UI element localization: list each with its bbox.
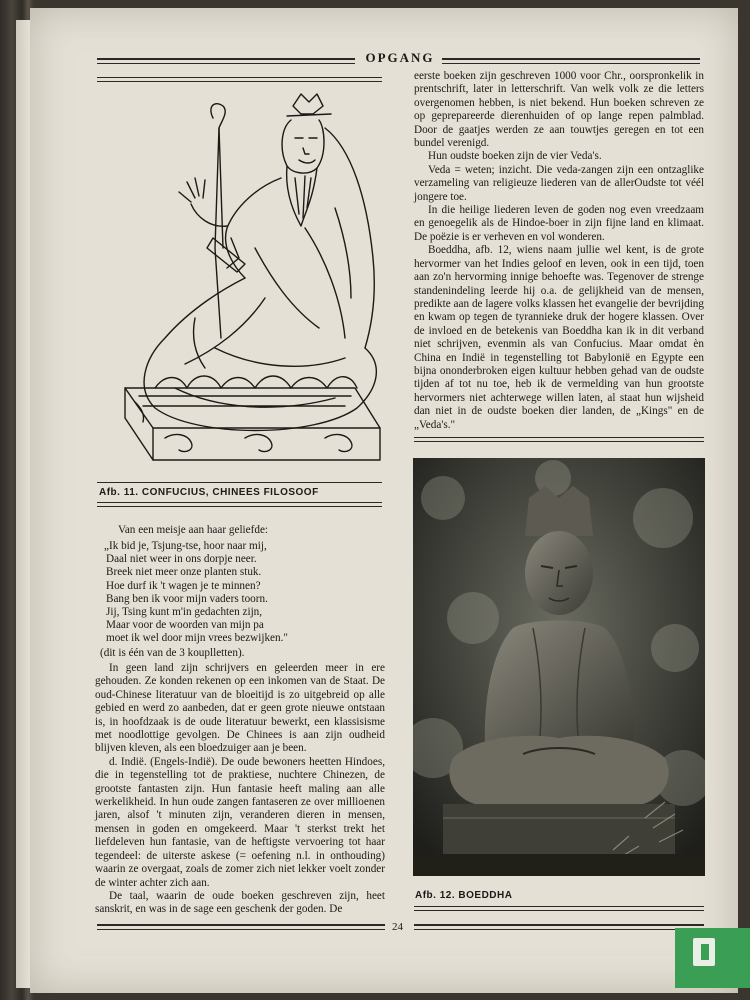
footer-rule-left-thin xyxy=(97,929,385,930)
confucius-illustration xyxy=(95,88,385,473)
poem-intro: Van een meisje aan haar geliefde: xyxy=(118,524,269,536)
left-caption-rule-bottom xyxy=(97,502,382,503)
watermark-logo xyxy=(675,928,750,988)
poem-line: Hoe durf ik 't wagen je te minnen? xyxy=(106,579,261,592)
poem-note-block xyxy=(100,647,380,660)
paragraph: De taal, waarin de oude boeken geschreven zijn, heet sanskrit, en was in de sage een geschenk der goden. De xyxy=(95,889,385,916)
poem-line: Breek niet meer onze planten stuk. xyxy=(106,566,262,579)
header-rule-left xyxy=(97,58,355,60)
running-head: OPGANG xyxy=(365,50,435,65)
left-caption-rule-top xyxy=(97,482,382,483)
right-mid-rule2 xyxy=(414,441,704,442)
buddha-photograph xyxy=(413,458,705,876)
paragraph: Boeddha, afb. 12, wiens naam jullie wel kent, is de grote hervormer van het Indies geloof en leven, ook in een tijd, toen aan zo'n hervorming innige behoefte was. Tegenover de strenge standenindeling leerde hij o.a. de gelijkheid van de mensen, predikte aan de lagere volks klassen het evangelie der bevrijding en kwam op tegen de tyrannieke druk der hogere klassen. Over de invloed en de betekenis van Boeddha kan ik in dit verband niet schrijven, evenmin als van Confucius. Maar omdat èn China en Indië in tegenstelling tot Babylonië en Egypte een bijna ononderbroken eigen kultuur hebben gehad van de oudste tijden af tot nu toe, heb ik de vermelding van hun grootste hervormers niet achterwege willen laten, al staat hun wijsheid dan niet in de oudste boeken dier landen, de „Kings" en de „Veda's." xyxy=(414,244,704,431)
poem-line: Bang ben ik voor mijn vaders toorn. xyxy=(106,592,268,605)
poem-line: „Ik bid je, Tsjung-tse, hoor naar mij, xyxy=(104,540,267,552)
right-figure-caption: Afb. 12. BOEDDHA xyxy=(415,890,513,901)
left-caption-rule-bottom2 xyxy=(97,506,382,507)
poem-line: Jij, Tsing kunt m'in gedachten zijn, xyxy=(106,606,263,619)
right-caption-rule2 xyxy=(414,910,704,911)
paragraph: d. Indië. (Engels-Indië). De oude bewoners heetten Hindoes, die in tegenstelling tot de praktiese, nuchtere Chinezen, de grootste fantasten zijn. Hun fantasie heeft maling aan alle werkelikheid. In hun oude zangen fantaseren ze over millioenen jaren, alsof 't minuten zijn, veranderen dieren in mensen, mensen in goden en omgekeerd. Maar 't sterkst trekt het liefdeleven hun fantasie, van de heftigste vervoering tot haar tegendeel: de uiterste askese (= oefening n.l. in onthouding) waarin ze overgaat, zoals de zomer zich niet lekker voelt zonder de winter achter zich aan. xyxy=(95,755,385,889)
right-column-text xyxy=(414,70,704,432)
right-caption-rule xyxy=(414,906,704,907)
paragraph: Veda = weten; inzicht. Die veda-zangen zijn een ontzaglike verzameling van religieuze liederen van de allerOudste tot véél jongere toe. xyxy=(414,163,704,203)
header-rule-right xyxy=(442,58,700,60)
paragraph: eerste boeken zijn geschreven 1000 voor Chr., oorspronkelik in prentschrift, later in letterschrift. Van welk volk ze die letters overgenomen hebben, is niet bekend. Hun boeken schreven ze op geprepareerde dierenhuiden of op lange repen palmblad. Door de gaatjes werden ze aan touwtjes geregen en tot een bundel verenigd. xyxy=(414,70,704,150)
footer-rule-left xyxy=(97,924,385,926)
left-column-text xyxy=(95,662,385,917)
header-rule-left-lower2 xyxy=(97,81,382,82)
poem-line: Daal niet weer in ons dorpje neer. xyxy=(106,553,257,566)
paragraph: Hun oudste boeken zijn de vier Veda's. xyxy=(428,150,602,163)
page-number: 24 xyxy=(392,921,403,933)
footer-rule-right xyxy=(414,924,704,926)
header-rule-left-thin xyxy=(97,63,355,64)
poem xyxy=(104,540,288,646)
footer-rule-right-thin xyxy=(414,929,704,930)
left-intro xyxy=(118,524,378,537)
left-figure-caption: Afb. 11. CONFUCIUS, CHINEES FILOSOOF xyxy=(99,487,319,498)
paragraph: In die heilige liederen leven de goden nog even vreedzaam en genoegelik als de Hindoe-boer in zijn fijne land en klimaat. De poëzie is er verheven en vol wonderen. xyxy=(414,204,704,243)
right-mid-rule xyxy=(414,437,704,438)
header-rule-right-thin xyxy=(442,63,700,64)
logo-mark-cutout xyxy=(701,944,709,960)
header-rule-left-lower xyxy=(97,77,382,78)
poem-note: (dit is één van de 3 kouplletten). xyxy=(100,647,245,659)
paragraph: In geen land zijn schrijvers en geleerden meer in ere gehouden. Ze konden rekenen op een inkomen van de Staat. De oud-Chinese literatuur van de bloeitijd is zo uitgebreid op alle gebied en werd zo aanbeden, dat er geen grote nieuwe ontstaan is, in hoofdzaak is de oude literatuur bewerkt, een klassisisme met noodlottige gevolgen. De Chinees is aan zijn oudheid blijven kleven, als een bloedzuiger aan je been. xyxy=(95,662,385,755)
poem-line: moet ik wel door mijn vrees bezwijken." xyxy=(106,632,288,645)
poem-line: Maar voor de woorden van mijn pa xyxy=(106,619,264,632)
